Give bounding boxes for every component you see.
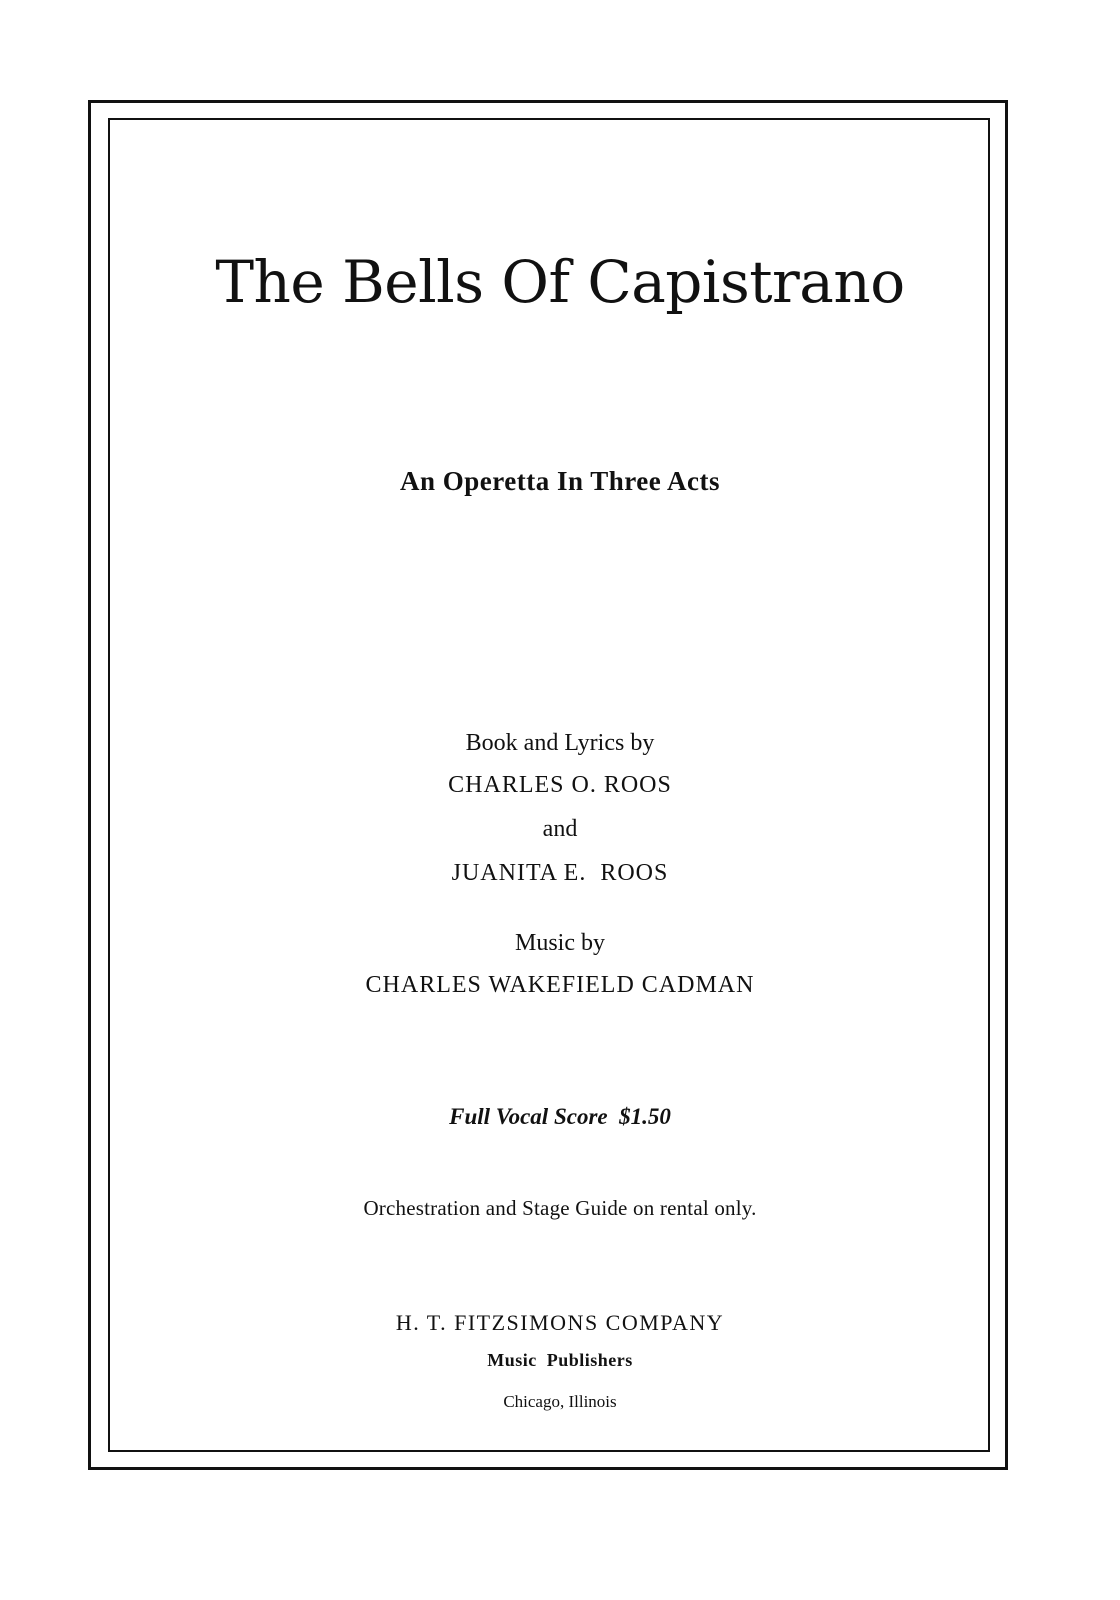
music-label: Music by bbox=[515, 930, 605, 956]
page-title: The Bells Of Capistrano bbox=[215, 248, 905, 316]
page-subtitle: An Operetta In Three Acts bbox=[400, 466, 720, 496]
book-lyrics-label: Book and Lyrics by bbox=[465, 730, 655, 756]
publisher-name: H. T. FITZSIMONS COMPANY bbox=[395, 1310, 725, 1335]
author-charles-roos: CHARLES O. ROOS bbox=[448, 772, 672, 798]
credit-conjunction: and bbox=[542, 816, 578, 842]
author-juanita-roos: JUANITA E. ROOS bbox=[451, 860, 669, 886]
price-line: Full Vocal Score $1.50 bbox=[449, 1104, 671, 1129]
rental-note: Orchestration and Stage Guide on rental only. bbox=[363, 1196, 757, 1220]
publisher-city: Chicago, Illinois bbox=[503, 1392, 617, 1411]
publisher-role: Music Publishers bbox=[487, 1350, 633, 1370]
composer-name: CHARLES WAKEFIELD CADMAN bbox=[365, 972, 755, 998]
